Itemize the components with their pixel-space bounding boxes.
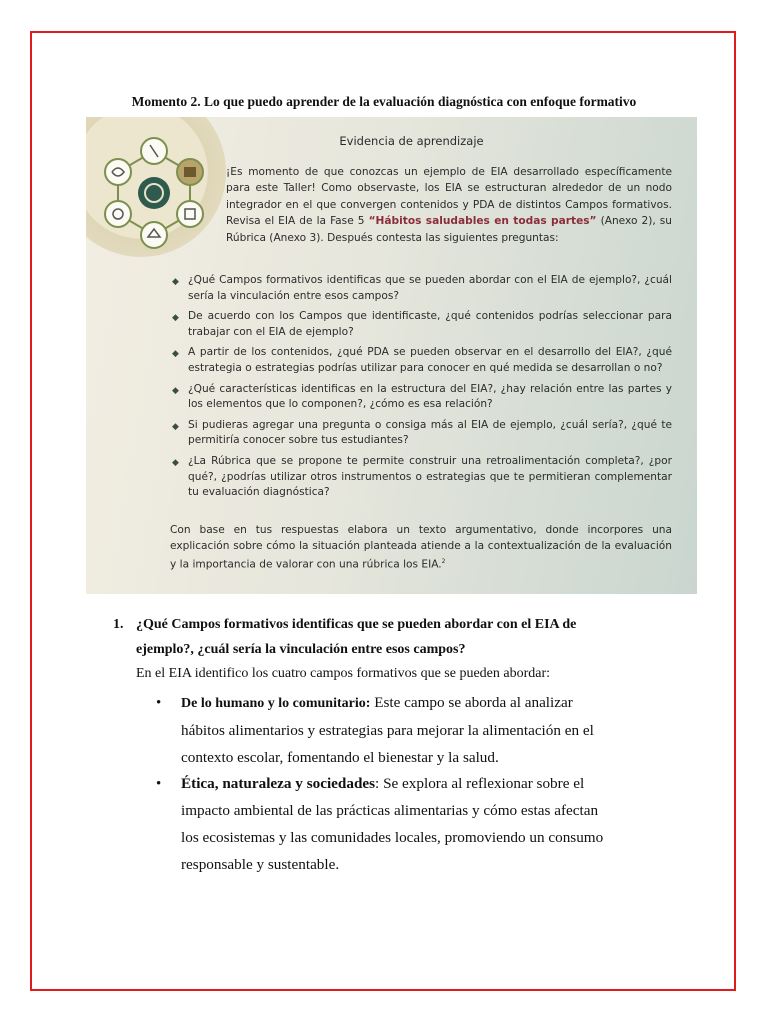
slide-question: ◆ ¿Qué Campos formativos identificas que se pueden abordar con el EIA de ejemplo?, ¿cuál sería la vinculación entre esos campos?	[172, 274, 672, 302]
slide-title: Evidencia de aprendizaje	[339, 134, 484, 148]
diamond-bullet-icon: ◆	[172, 349, 179, 360]
slide-question: ◆ De acuerdo con los Campos que identificaste, ¿qué contenidos podrías seleccionar para trabajar con el EIA de ejemplo?	[172, 310, 672, 338]
slide-question-list	[170, 273, 672, 506]
question-text: ¿Qué Campos formativos identificas que se pueden abordar con el EIA de ejemplo?, ¿cuál sería la vinculación entre esos campos?	[136, 617, 577, 657]
evidence-slide-image	[86, 117, 697, 594]
answer-bullet	[156, 690, 606, 771]
diamond-bullet-icon: ◆	[172, 457, 179, 468]
diamond-bullet-icon: ◆	[172, 277, 179, 287]
bullet-term: De lo humano y lo comunitario:	[181, 696, 371, 711]
campos-wheel-icon	[90, 129, 218, 257]
slide-question: ◆ A partir de los contenidos, ¿qué PDA se pueden observar en el desarrollo del EIA?, ¿qué estrategia o estrategias podrías utilizar para conocer en qué medida se desarrollan o no?	[172, 346, 672, 374]
section-heading: Momento 2. Lo que puedo aprender de la evaluación diagnóstica con enfoque formativo	[131, 94, 637, 109]
question-number: 1.	[113, 617, 124, 632]
slide-intro-text-2: (Anexo 2), su Rúbrica (Anexo 3). Después contesta las siguientes preguntas:	[226, 215, 672, 244]
slide-question: ◆ Si pudieras agregar una pregunta o consiga más al EIA de ejemplo, ¿cuál sería?, ¿qué te permitiría conocer sobre tus estudiantes?	[172, 418, 672, 447]
bullet-term: Ética, naturaleza y sociedades	[181, 775, 376, 793]
answer-bullet-list	[156, 690, 606, 879]
answer-bullet	[156, 771, 606, 878]
bullet-dot-icon: •	[156, 776, 162, 793]
diamond-bullet-icon: ◆	[172, 421, 179, 432]
diamond-bullet-icon: ◆	[172, 313, 179, 324]
slide-intro-text-1: ¡Es momento de que conozcas un ejemplo de EIA desarrollado específicamente para este Taller! Como observaste, los EIA se estructuran alrededor de un nodo integrador en el que convergen contenidos y PDA de distintos Campos formativos. Revisa el EIA de la Fase 5	[226, 166, 672, 228]
slide-closing-paragraph: Con base en tus respuestas elabora un texto argumentativo, donde incorpores una explicación sobre cómo la situación planteada atiende a la contextualización de la evaluación y la importancia de valorar con una rúbrica los EIA.$^2$	[170, 524, 672, 571]
footnote-marker: 2	[441, 558, 446, 566]
slide-question: ◆ ¿La Rúbrica que se propone te permite construir una retroalimentación completa?, ¿por qué?, ¿podrías utilizar otros instrumentos o estrategias que te permitieran complementar tu evaluación diagnóstica?	[172, 454, 672, 499]
slide-question: ◆ ¿Qué características identificas en la estructura del EIA?, ¿hay relación entre las partes y los elementos que lo componen?, ¿cómo es esa relación?	[172, 382, 672, 411]
slide-intro-highlight: “Hábitos saludables en todas partes”	[368, 215, 597, 228]
slide-intro-paragraph	[226, 164, 672, 246]
answer-intro: En el EIA identifico los cuatro campos formativos que se pueden abordar:	[136, 666, 551, 681]
bullet-dot-icon: •	[156, 695, 162, 711]
bullet-text: : Se explora al reflexionar sobre el impacto ambiental de las prácticas alimentarias y cómo estas afectan los ecosistemas y las comunidades locales, promoviendo un consumo responsable y sustentable.	[181, 775, 604, 873]
diamond-bullet-icon: ◆	[172, 385, 179, 396]
bullet-text: Este campo se aborda al analizar hábitos alimentarios y estrategias para mejorar la alimentación en el contexto escolar, fomentando el bienestar y la salud.	[181, 694, 594, 766]
